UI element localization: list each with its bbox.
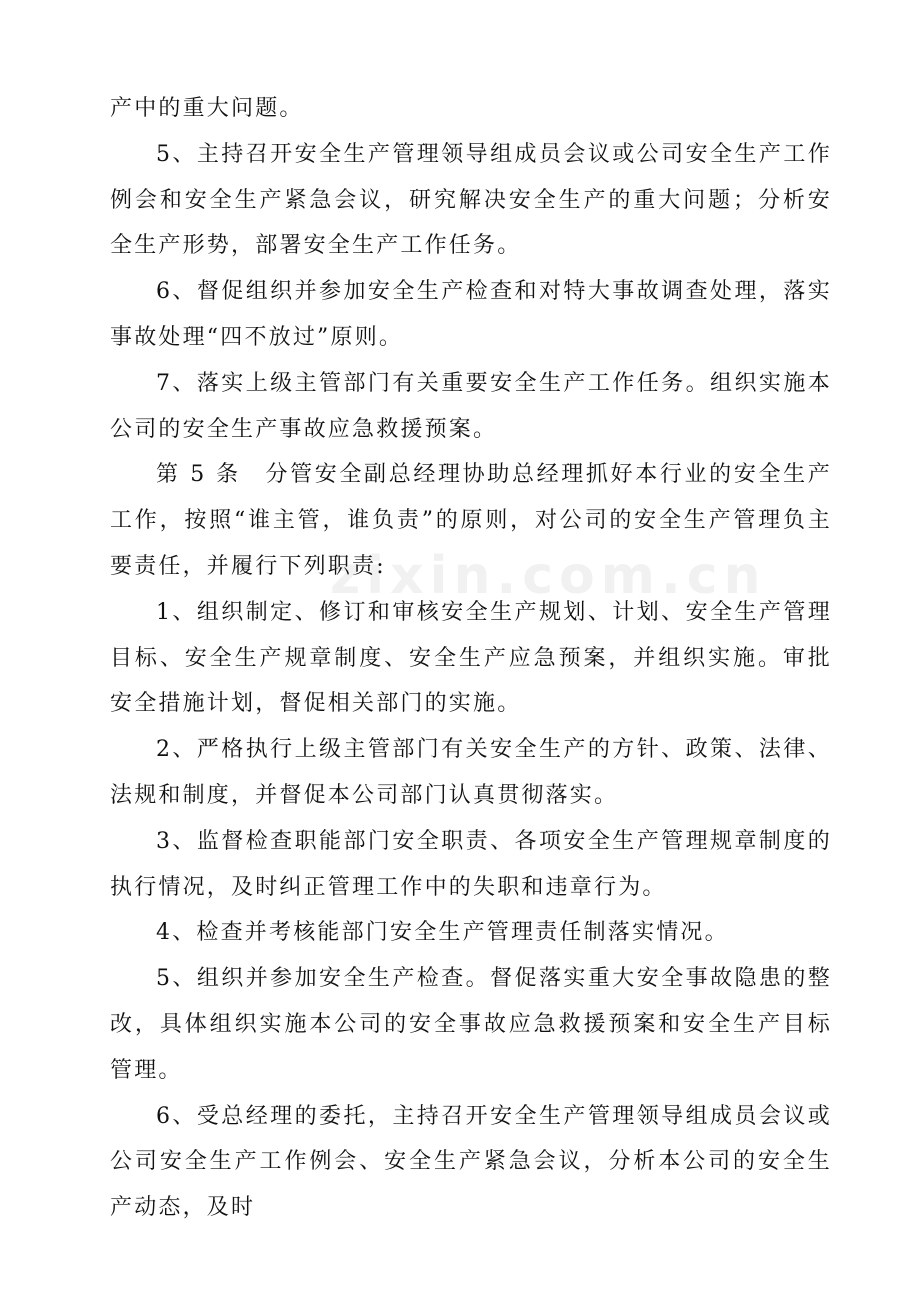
paragraph-article-5: 第 5 条 分管安全副总经理协助总经理抓好本行业的安全生产工作，按照“谁主管，谁负责”的原则，对公司的安全生产管理负主要责任，并履行下列职责:	[110, 462, 832, 579]
paragraph-duty-3: 3、监督检查职能部门安全职责、各项安全生产管理规章制度的执行情况，及时纠正管理工作中的失职和违章行为。	[110, 828, 832, 900]
paragraph-item-6: 6、督促组织并参加安全生产检查和对特大事故调查处理，落实事故处理“四不放过”原则。	[110, 279, 832, 350]
document-body	[110, 86, 832, 1231]
paragraph-continuation: 产中的重大问题。	[110, 96, 304, 121]
paragraph-duty-2: 2、严格执行上级主管部门有关安全生产的方针、政策、法律、法规和制度，并督促本公司部门认真贯彻落实。	[110, 737, 832, 808]
watermark-text: zixin.com.cn	[330, 546, 767, 606]
paragraph-duty-6: 6、受总经理的委托，主持召开安全生产管理领导组成员会议或公司安全生产工作例会、安全生产紧急会议，分析本公司的安全生产动态，及时	[110, 1103, 832, 1221]
paragraph-item-7: 7、落实上级主管部门有关重要安全生产工作任务。组织实施本公司的安全生产事故应急救援预案。	[110, 370, 832, 442]
paragraph-item-5: 5、主持召开安全生产管理领导组成员会议或公司安全生产工作例会和安全生产紧急会议，研究解决安全生产的重大问题；分析安全生产形势，部署安全生产工作任务。	[110, 141, 832, 259]
paragraph-duty-4: 4、检查并考核能部门安全生产管理责任制落实情况。	[156, 920, 729, 946]
paragraph-duty-5: 5、组织并参加安全生产检查。督促落实重大安全事故隐患的整改，具体组织实施本公司的安全事故应急救援预案和安全生产目标管理。	[110, 966, 832, 1083]
paragraph-duty-1: 1、组织制定、修订和审核安全生产规划、计划、安全生产管理目标、安全生产规章制度、安全生产应急预案，并组织实施。审批安全措施计划，督促相关部门的实施。	[110, 599, 832, 717]
